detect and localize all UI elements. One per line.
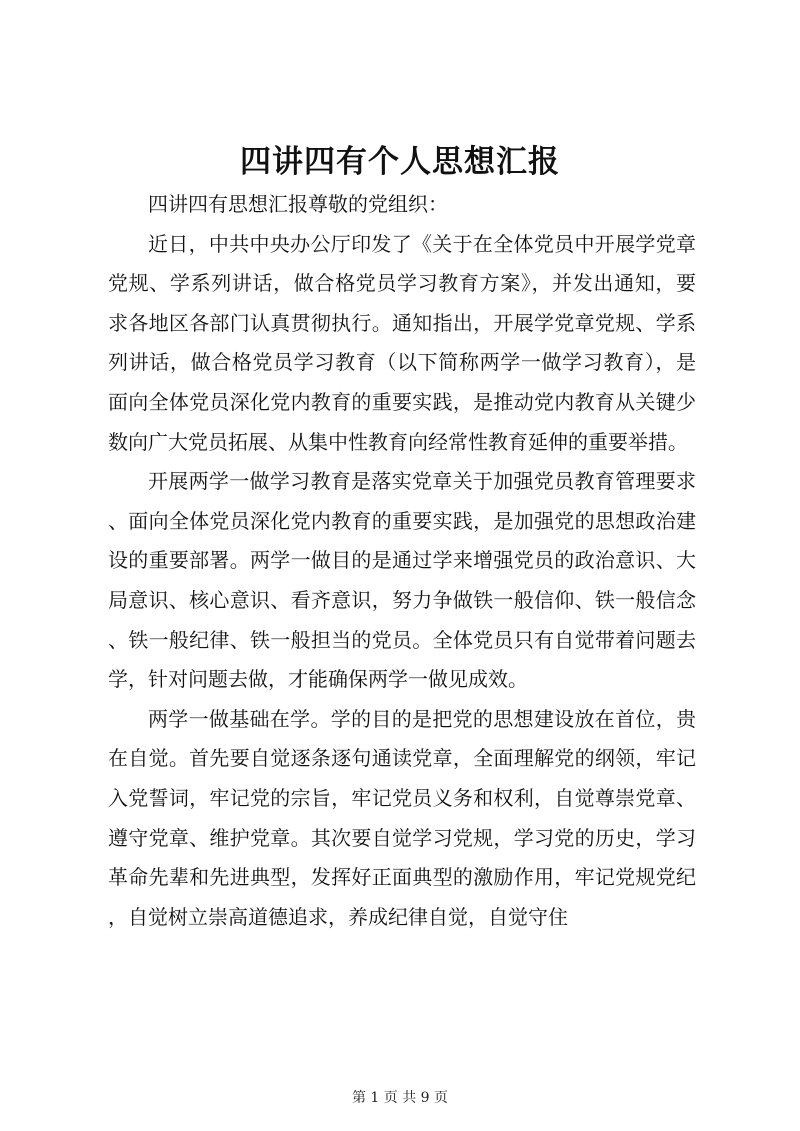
body-paragraph: 两学一做基础在学。学的目的是把党的思想建设放在首位，贵在自觉。首先要自觉逐条逐句通读党章，全面理解党的纲领，牢记入党誓词，牢记党的宗旨，牢记党员义务和权利，自觉尊崇党章、遵守党章、维护党章。其次要自觉学习党规，学习党的历史，学习革命先辈和先进典型，发挥好正面典型的激励作用，牢记党规党纪，自觉树立崇高道德追求，养成纪律自觉，自觉守住 bbox=[108, 706, 696, 929]
document-body bbox=[108, 185, 696, 937]
page-number-footer: 第 1 页 共 9 页 bbox=[351, 1090, 449, 1106]
body-paragraph: 近日，中共中央办公厅印发了《关于在全体党员中开展学党章党规、学系列讲话，做合格党员学习教育方案》，并发出通知，要求各地区各部门认真贯彻执行。通知指出，开展学党章党规、学系列讲话，做合格党员学习教育（以下简称两学一做学习教育），是面向全体党员深化党内教育的重要实践，是推动党内教育从关键少数向广大党员拓展、从集中性教育向经常性教育延伸的重要举措。 bbox=[108, 231, 696, 454]
body-paragraph: 开展两学一做学习教育是落实党章关于加强党员教育管理要求、面向全体党员深化党内教育的重要实践，是加强党的思想政治建设的重要部署。两学一做目的是通过学来增强党员的政治意识、大局意识、核心意识、看齐意识，努力争做铁一般信仰、铁一般信念、铁一般纪律、铁一般担当的党员。全体党员只有自觉带着问题去学，针对问题去做，才能确保两学一做见成效。 bbox=[108, 469, 696, 692]
document-title: 四讲四有个人思想汇报 bbox=[240, 144, 560, 180]
salutation-paragraph: 四讲四有思想汇报尊敬的党组织： bbox=[148, 192, 448, 216]
